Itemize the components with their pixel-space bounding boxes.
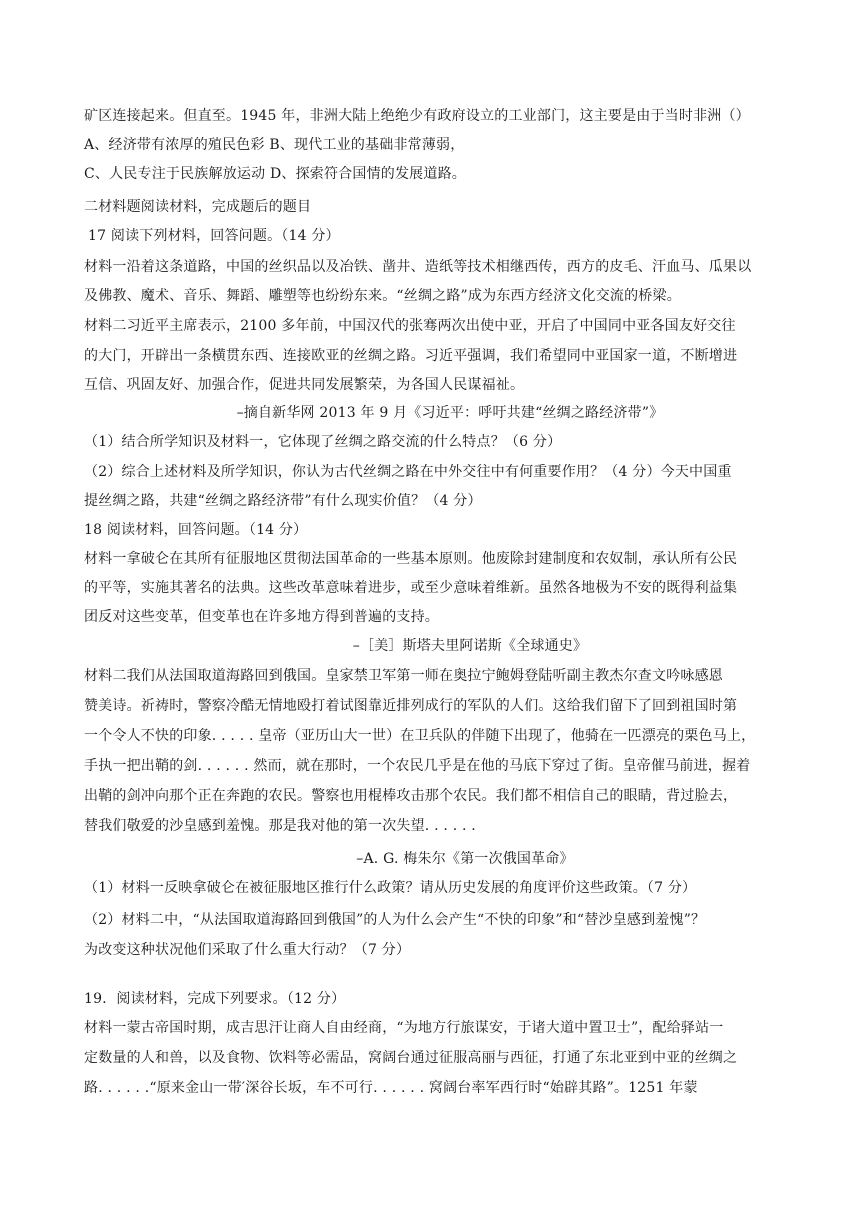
sub-question: 为改变这种状况他们采取了什么重大行动？（7 分） bbox=[84, 942, 411, 958]
text-line: 材料二我们从法国取道海路回到俄国。皇家禁卫军第一师在奥拉宁鲍姆登陆听副主教杰尔查文吟咏感恩 bbox=[84, 668, 723, 684]
text-line: 的平等，实施其著名的法典。这些改革意味着进步，或至少意味着维新。虽然各地极为不安的既得利益集 bbox=[84, 580, 738, 596]
text-line: 手执一把出鞘的剑. . . . . . 然而，就在那时，一个农民几乎是在他的马底下穿过了街。皇帝催马前进，握着 bbox=[84, 758, 751, 774]
text-line: 矿区连接起来。但直至。1945 年，非洲大陆上绝绝少有政府设立的工业部门，这主要是由于当时非洲（） bbox=[84, 108, 750, 124]
text-line: 定数量的人和兽，以及食物、饮料等必需品，窝阔台通过征服高丽与西征，打通了东北亚到中亚的丝绸之 bbox=[84, 1050, 738, 1066]
sub-question: （1）材料一反映拿破仑在被征服地区推行什么政策？请从历史发展的角度评价这些政策。（7 分） bbox=[84, 880, 697, 896]
sub-question: 提丝绸之路，共建“丝绸之路经济带”有什么现实价值？（4 分） bbox=[84, 493, 482, 509]
option-line: A、经济带有浓厚的殖民色彩 B、现代工业的基础非常薄弱， bbox=[84, 137, 465, 153]
text-line: 路. . . . . .“原来金山一带′深谷长坂，车不可行. . . . . . 窝阔台率军西行时“始辟其路”。1251 年蒙 bbox=[84, 1080, 698, 1096]
source-citation: –摘自新华网 2013 年 9 月《习近平：呼吁共建“丝绸之路经济带”》 bbox=[236, 405, 664, 421]
sub-question: （1）结合所学知识及材料一，它体现了丝绸之路交流的什么特点？（6 分） bbox=[84, 434, 562, 450]
question-heading: 18 阅读材料，回答问题。（14 分） bbox=[84, 522, 308, 538]
text-line: 材料一沿着这条道路，中国的丝织品以及冶铁、凿井、造纸等技术相继西传，西方的皮毛、汗血马、瓜果以 bbox=[84, 259, 752, 275]
text-line: 互信、巩固友好、加强合作，促进共同发展繁荣，为各国人民谋福祉。 bbox=[84, 377, 525, 393]
text-line: 出鞘的剑冲向那个正在奔跑的农民。警察也用棍棒攻击那个农民。我们都不相信自己的眼睛，背过脸去， bbox=[84, 788, 738, 804]
sub-question: （2）综合上述材料及所学知识，你认为古代丝绸之路在中外交往中有何重要作用？（4 分）今天中国重 bbox=[84, 464, 732, 480]
source-citation: –A. G. 梅朱尔《第一次俄国革命》 bbox=[356, 851, 574, 867]
text-line: 材料二习近平主席表示，2100 多年前，中国汉代的张骞两次出使中亚，开启了中国同中亚各国友好交往 bbox=[84, 318, 736, 334]
text-line: 及佛教、魔术、音乐、舞蹈、雕塑等也纷纷东来。“丝绸之路”成为东西方经济文化交流的桥梁。 bbox=[84, 288, 681, 304]
text-line: 替我们敬爱的沙皇感到羞愧。那是我对他的第一次失望. . . . . . bbox=[84, 818, 476, 834]
sub-question: （2）材料二中，“从法国取道海路回到俄国”的人为什么会产生“不快的印象”和“替沙皇感到羞愧”？ bbox=[84, 912, 706, 928]
text-line: 材料一拿破仑在其所有征服地区贯彻法国革命的一些基本原则。他废除封建制度和农奴制，承认所有公民 bbox=[84, 551, 738, 567]
text-line: 材料一蒙古帝国时期，成吉思汗让商人自由经商，“为地方行旅谋安，于诸大道中置卫士”，配给驿站一 bbox=[84, 1020, 724, 1036]
text-line: 的大门，开辟出一条横贯东西、连接欧亚的丝绸之路。习近平强调，我们希望同中亚国家一道，不断增进 bbox=[84, 348, 738, 364]
text-line: 团反对这些变革，但变革也在许多地方得到普遍的支持。 bbox=[84, 609, 439, 625]
question-heading: 19．阅读材料，完成下列要求。（12 分） bbox=[84, 991, 346, 1007]
text-line: 赞美诗。祈祷时，警察冷酷无情地殴打着试图靠近排列成行的军队的人们。这给我们留下了回到祖国时第 bbox=[84, 698, 738, 714]
source-citation: –［美］斯塔夫里阿诺斯《全球通史》 bbox=[352, 638, 588, 654]
question-heading: 17 阅读下列材料，回答问题。（14 分） bbox=[88, 228, 340, 244]
section-heading: 二材料题阅读材料，完成题后的题目 bbox=[84, 199, 312, 215]
option-line: C、人民专注于民族解放运动 D、探索符合国情的发展道路。 bbox=[84, 166, 466, 182]
text-line: 一个令人不快的印象. . . . . 皇帝（亚历山大一世）在卫兵队的伴随下出现了，他骑在一匹漂亮的栗色马上， bbox=[84, 728, 756, 744]
